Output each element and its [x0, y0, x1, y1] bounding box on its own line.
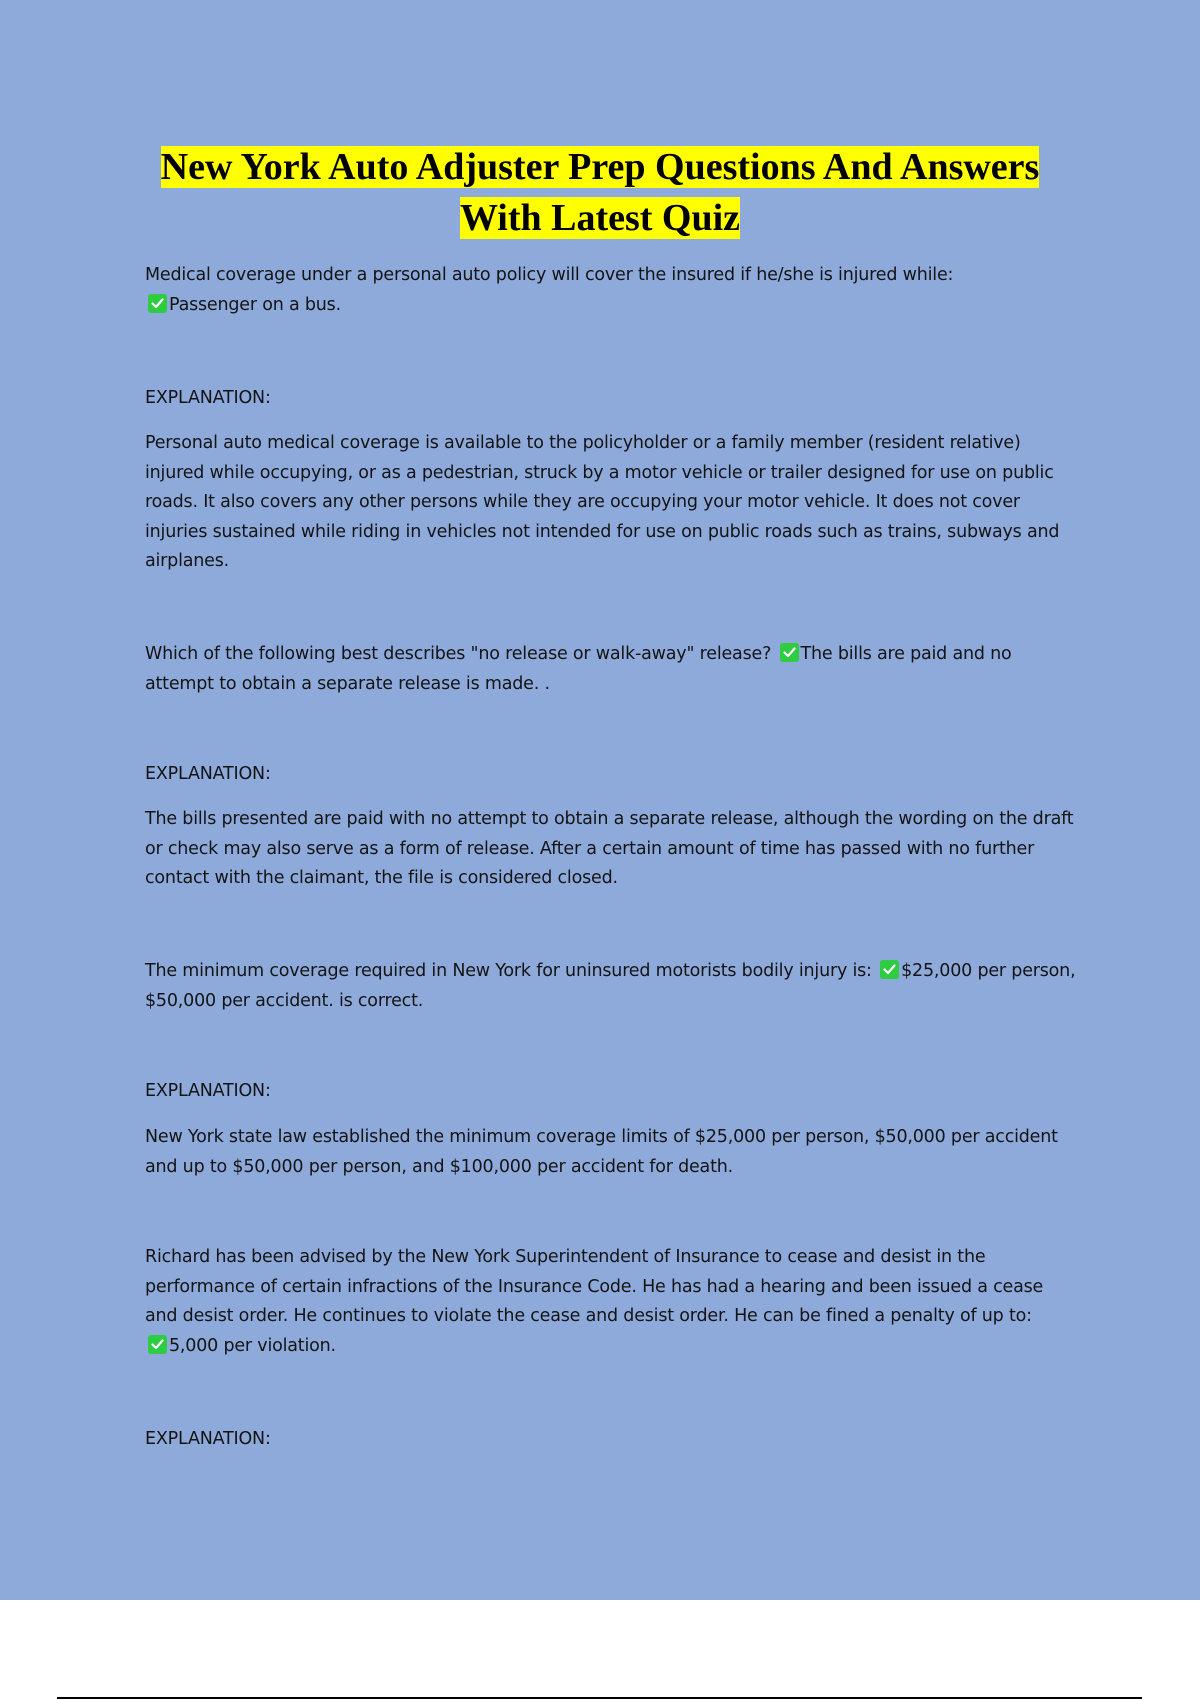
title-line-1: New York Auto Adjuster Prep Questions And Answers [160, 146, 1040, 188]
question-text: Medical coverage under a personal auto policy will cover the insured if he/she is injured while: [145, 265, 954, 285]
answer-text: The bills are paid and no attempt to obtain a separate release is made. . [145, 644, 1012, 694]
check-mark-icon [148, 1335, 167, 1354]
explanation-3: New York state law established the minimum coverage limits of $25,000 per person, $50,000 per accident and up to $50,000 per person, and $100,000 per accident for death. [145, 1127, 1058, 1177]
explanation-2: The bills presented are paid with no attempt to obtain a separate release, although the wording on the draft or check may also serve as a form of release. After a certain amount of time has passed with no further contact with the claimant, the file is considered closed. [145, 809, 1074, 888]
answer-text: Passenger on a bus. [169, 294, 341, 315]
question-2 [145, 640, 1080, 699]
question-text: Richard has been advised by the New York Superintendent of Insurance to cease and desist in the performance of certain infractions of the Insurance Code. He has had a hearing and been issued a cease and desist order. He continues to violate the cease and desist order. He can be fined a penalty of up to: [145, 1247, 1044, 1326]
document-title [100, 142, 1100, 244]
explanation-label-3: EXPLANATION: [145, 1081, 271, 1101]
explanation-1: Personal auto medical coverage is available to the policyholder or a family member (resident relative) injured while occupying, or as a pedestrian, struck by a motor vehicle or trailer designed for use on public roads. It also covers any other persons while they are occupying your motor vehicle. It does not cover injuries sustained while riding in vehicles not intended for use on public roads such as trains, subways and airplanes. [145, 433, 1060, 571]
question-text: The minimum coverage required in New York for uninsured motorists bodily injury is: [145, 961, 872, 981]
question-4 [145, 1243, 1080, 1361]
answer-text: $25,000 per person, $50,000 per accident. is correct. [145, 961, 1076, 1011]
question-text: Which of the following best describes "no release or walk-away" release? [145, 644, 772, 664]
check-mark-icon [880, 960, 899, 979]
title-line-2: With Latest Quiz [459, 197, 741, 239]
question-3 [145, 957, 1080, 1016]
explanation-label-4: EXPLANATION: [145, 1429, 271, 1449]
question-1 [145, 261, 1080, 320]
check-mark-icon [780, 643, 799, 662]
footer-divider [57, 1697, 1142, 1699]
explanation-label-2: EXPLANATION: [145, 764, 271, 784]
explanation-label-1: EXPLANATION: [145, 388, 271, 408]
check-mark-icon [148, 294, 167, 313]
answer-text: 5,000 per violation. [169, 1335, 336, 1356]
